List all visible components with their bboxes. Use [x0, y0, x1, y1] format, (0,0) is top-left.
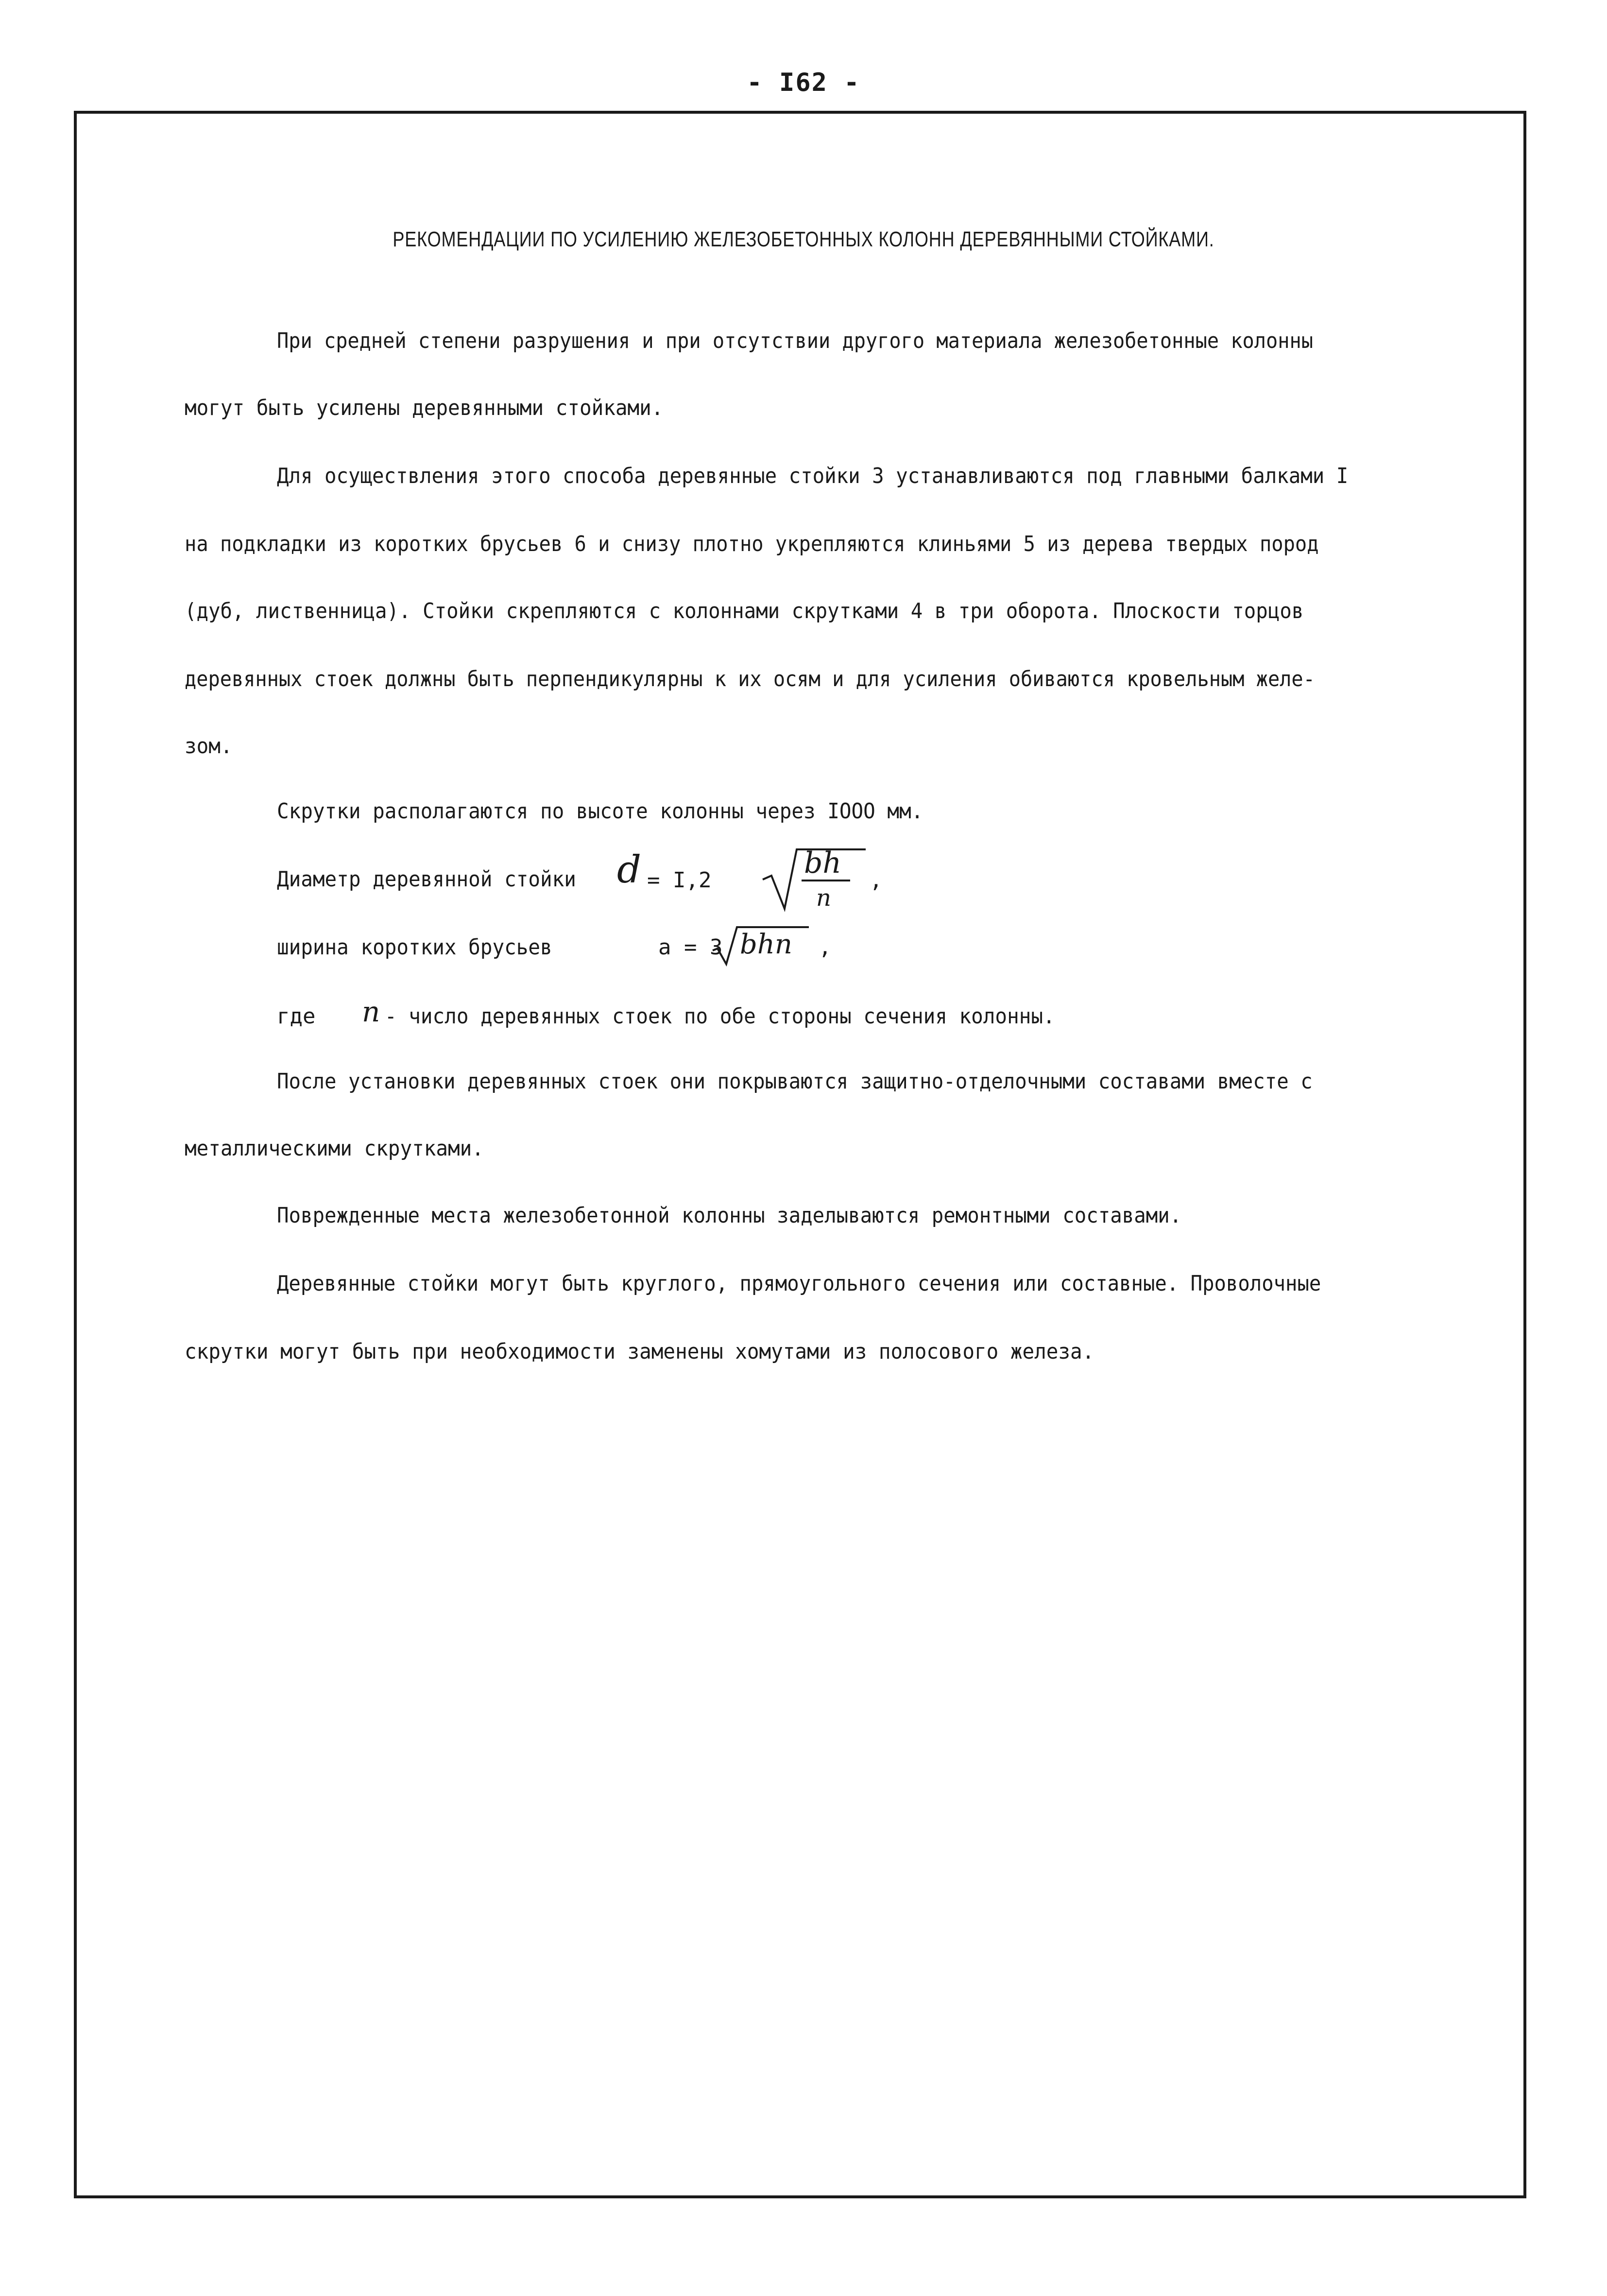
paragraph-3-line-1: Скрутки располагаются по высоте колонны через IOOO мм. [277, 799, 923, 824]
paragraph-7-line-1: После установки деревянных стоек они покрываются защитно-отделочными составами вместе с [277, 1069, 1313, 1094]
width-label: ширина коротких брусьев [277, 935, 552, 960]
diameter-comma: , [870, 868, 883, 893]
where-text: - число деревянных стоек по обе стороны сечения колонны. [385, 1004, 1055, 1029]
paragraph-2-line-3: (дуб, лиственница). Стойки скрепляются с колоннами скрутками 4 в три оборота. Плоскости торцов [185, 599, 1304, 623]
width-radicand: bhn [740, 929, 792, 960]
page-number: - I62 - [747, 68, 860, 97]
diameter-radical-sign [617, 846, 889, 918]
where-variable: n [362, 995, 380, 1028]
paragraph-1-line-2: могут быть усилены деревянными стойками. [185, 396, 664, 420]
diameter-label: Диаметр деревянной стойки [277, 867, 576, 892]
paragraph-1-line-1: При средней степени разрушения и при отсутствии другого материала железобетонные колонны [277, 328, 1313, 353]
paragraph-9-line-2: скрутки могут быть при необходимости заменены хомутами из полосового железа. [185, 1339, 1094, 1364]
paragraph-7-line-2: металлическими скрутками. [185, 1136, 484, 1161]
diameter-denominator: n [816, 884, 831, 912]
paragraph-2-line-4: деревянных стоек должны быть перпендикулярны к их осям и для усиления обиваются кровельным желе- [185, 667, 1315, 691]
paragraph-2-line-5: зом. [185, 734, 233, 759]
diameter-numerator: bh [804, 846, 842, 880]
width-coefficient: a = 3 [658, 935, 723, 960]
diameter-symbol: d [617, 848, 641, 892]
paragraph-2-line-1: Для осуществления этого способа деревянные стойки 3 устанавливаются под главными балками I [277, 464, 1349, 488]
where-word: где [277, 1004, 316, 1029]
paragraph-8-line-1: Поврежденные места железобетонной колонны заделываются ремонтными составами. [277, 1203, 1182, 1228]
width-comma: , [819, 935, 832, 960]
width-formula [658, 923, 853, 972]
paragraph-2-line-2: на подкладки из коротких брусьев 6 и снизу плотно укрепляются клиньями 5 из дерева твердых пород [185, 532, 1319, 556]
where-line [277, 997, 1248, 1036]
paragraph-9-line-1: Деревянные стойки могут быть круглого, прямоугольного сечения или составные. Проволочные [277, 1271, 1321, 1296]
document-title: РЕКОМЕНДАЦИИ ПО УСИЛЕНИЮ ЖЕЛЕЗОБЕТОННЫХ КОЛОНН ДЕРЕВЯННЫМИ СТОЙКАМИ. [393, 227, 1214, 251]
diameter-formula [617, 846, 889, 918]
diameter-coefficient: = I,2 [647, 868, 712, 893]
